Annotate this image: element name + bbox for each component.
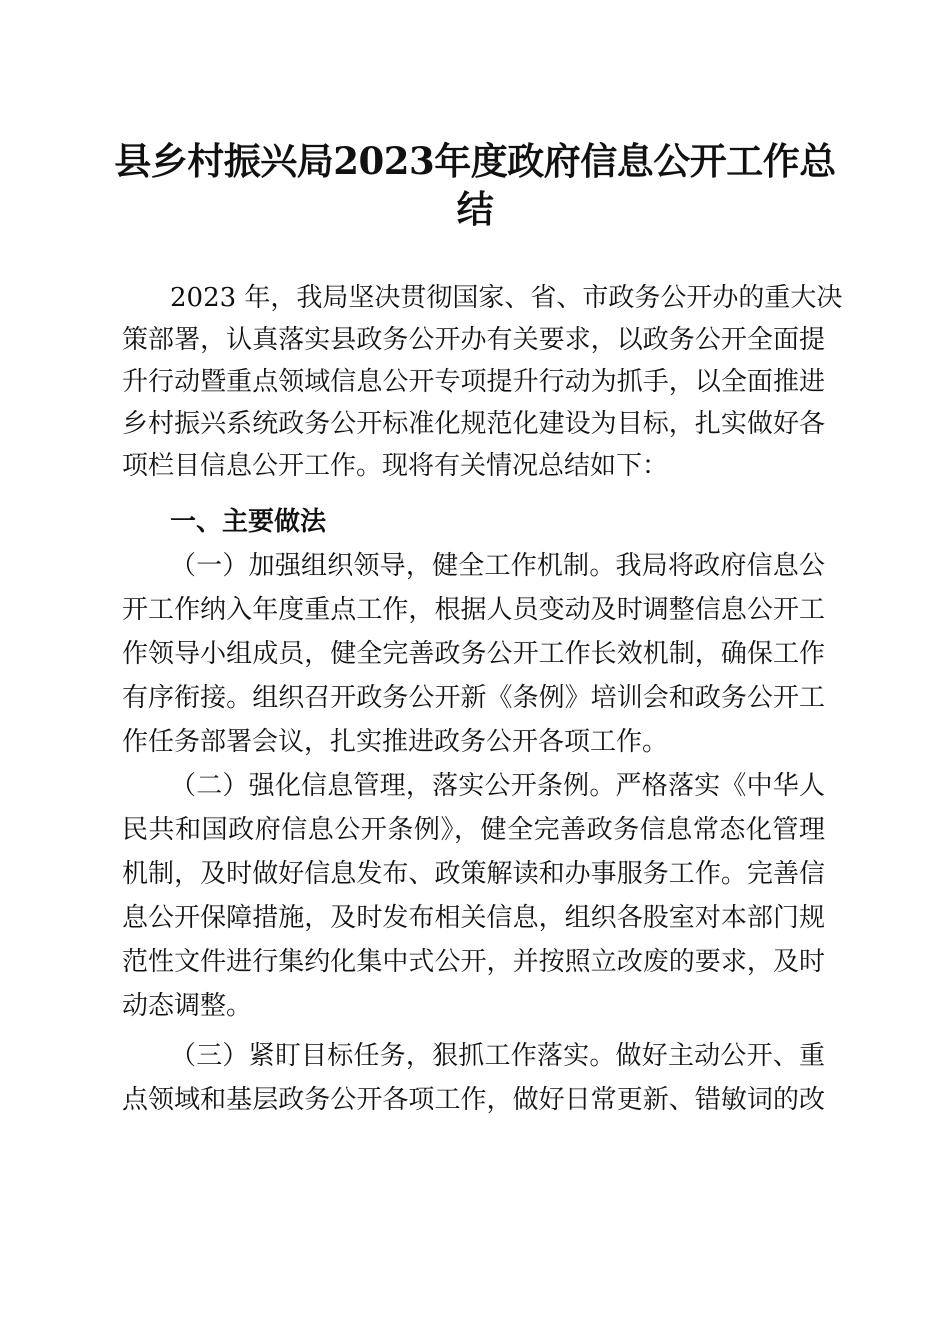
text-line: 升行动暨重点领域信息公开专项提升行动为抓手，以全面推进 bbox=[122, 367, 825, 397]
text-line: （二）强化信息管理，落实公开条例。严格落实《中华人 bbox=[170, 771, 825, 801]
text-line: 动态调整。 bbox=[122, 991, 253, 1021]
document-title-line-2: 结 bbox=[456, 187, 494, 231]
text-line: 2023 年，我局坚决贯彻国家、省、市政务公开办的重大决 bbox=[170, 283, 843, 313]
text-line: 范性文件进行集约化集中式公开，并按照立改废的要求，及时 bbox=[122, 947, 825, 977]
text-line: 有序衔接。组织召开政务公开新《条例》培训会和政务公开工 bbox=[122, 683, 825, 713]
text-line: （一）加强组织领导，健全工作机制。我局将政府信息公 bbox=[170, 551, 825, 581]
text-line: 息公开保障措施，及时发布相关信息，组织各股室对本部门规 bbox=[122, 903, 825, 933]
text-line: 项栏目信息公开工作。现将有关情况总结如下： bbox=[122, 451, 669, 481]
text-line: 机制，及时做好信息发布、政策解读和办事服务工作。完善信 bbox=[122, 859, 825, 889]
text-line: 点领域和基层政务公开各项工作，做好日常更新、错敏词的改 bbox=[122, 1085, 825, 1115]
text-line: （三）紧盯目标任务，狠抓工作落实。做好主动公开、重 bbox=[170, 1041, 825, 1071]
text-line: 开工作纳入年度重点工作，根据人员变动及时调整信息公开工 bbox=[122, 595, 825, 625]
text-line: 民共和国政府信息公开条例》，健全完善政务信息常态化管理 bbox=[122, 815, 825, 845]
document-title-line-1: 县乡村振兴局2023年度政府信息公开工作总 bbox=[114, 139, 836, 183]
text-line: 策部署，认真落实县政务公开办有关要求，以政务公开全面提 bbox=[122, 325, 825, 355]
section-heading: 一、主要做法 bbox=[170, 507, 327, 537]
text-line: 乡村振兴系统政务公开标准化规范化建设为目标，扎实做好各 bbox=[122, 409, 825, 439]
text-line: 作领导小组成员，健全完善政务公开工作长效机制，确保工作 bbox=[122, 639, 825, 669]
text-line: 作任务部署会议，扎实推进政务公开各项工作。 bbox=[122, 727, 669, 757]
